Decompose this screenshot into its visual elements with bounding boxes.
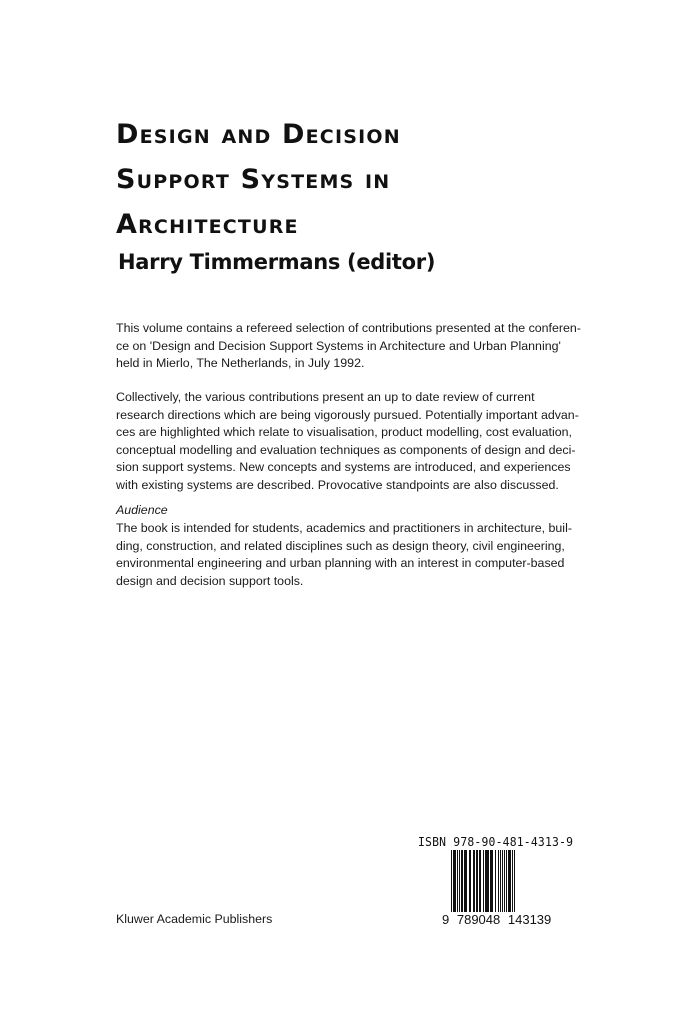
description-paragraph-1 <box>116 320 586 373</box>
text-line: ces are highlighted which relate to visualisation, product modelling, cost evaluation, <box>116 425 572 439</box>
text-line: with existing systems are described. Provocative standpoints are also discussed. <box>116 477 559 492</box>
text-line: design and decision support tools. <box>116 573 304 588</box>
isbn-label: ISBN 978-90-481-4313-9 <box>418 835 574 849</box>
text-line: environmental engineering and urban planning with an interest in computer-based <box>116 556 565 570</box>
barcode-digit-first: 9 <box>442 912 450 927</box>
publisher-name: Kluwer Academic Publishers <box>116 912 273 926</box>
book-title <box>116 112 401 247</box>
barcode-icon <box>451 850 547 912</box>
title-line-1: Design and Decision <box>116 119 401 150</box>
text-line: ding, construction, and related disciplines such as design theory, civil engineering, <box>116 538 565 553</box>
description-paragraph-2 <box>116 389 586 494</box>
barcode-group-left: 789048 <box>456 912 501 927</box>
text-line: This volume contains a refereed selection of contributions presented at the conferen- <box>116 321 581 335</box>
title-line-3: Architecture <box>116 209 299 240</box>
text-line: research directions which are being vigorously pursued. Potentially important advan- <box>116 407 579 422</box>
text-line: The book is intended for students, academics and practitioners in architecture, buil- <box>116 521 572 535</box>
text-line: Collectively, the various contributions present an up to date review of current <box>116 390 535 404</box>
audience-heading: Audience <box>116 503 168 517</box>
text-line: sion support systems. New concepts and systems are introduced, and experiences <box>116 460 571 474</box>
text-line: conceptual modelling and evaluation techniques as components of design and deci- <box>116 442 576 457</box>
text-line: held in Mierlo, The Netherlands, in July 1992. <box>116 356 365 370</box>
text-line: ce on 'Design and Decision Support Systems in Architecture and Urban Planning' <box>116 338 561 353</box>
barcode-digits <box>442 912 551 927</box>
barcode-group-right: 143139 <box>507 912 552 927</box>
editor-name: Harry Timmermans (editor) <box>118 250 436 274</box>
title-line-2: Support Systems in <box>116 164 391 195</box>
audience-paragraph <box>116 520 586 590</box>
